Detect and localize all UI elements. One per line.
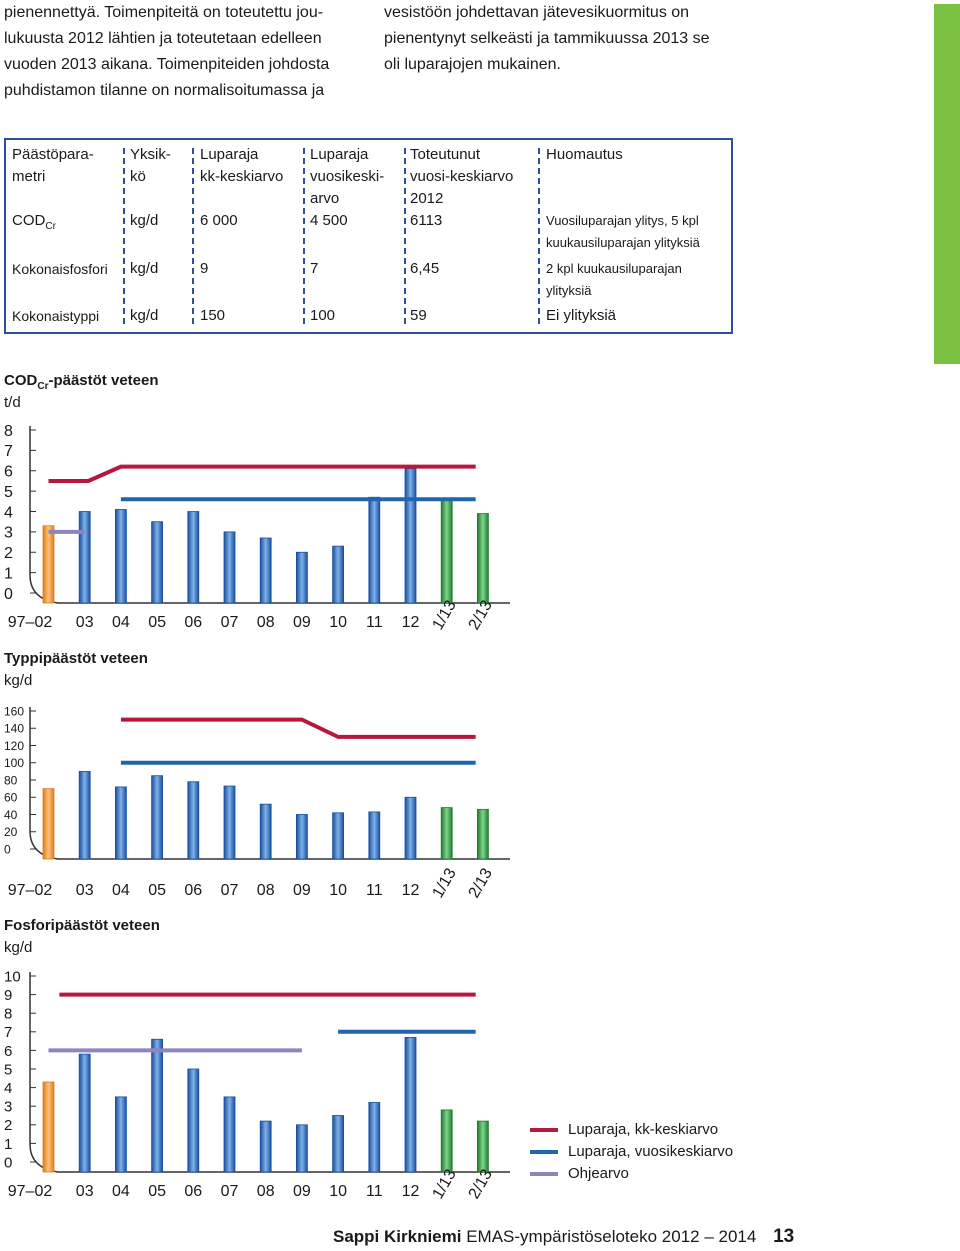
intro-text-right <box>384 0 744 78</box>
x-tick-label: 05 <box>148 882 166 899</box>
y-tick-label: 4 <box>4 504 13 522</box>
table-header-cell: Huomautus <box>546 146 623 163</box>
page-footer <box>333 1226 794 1248</box>
bar-11 <box>369 812 380 859</box>
x-tick-label: 05 <box>148 1183 166 1200</box>
bar-2/13 <box>477 809 488 859</box>
bar-10 <box>333 813 344 859</box>
x-tick-label: 97–02 <box>7 882 53 899</box>
x-tick-label: 1/13 <box>429 865 460 901</box>
bar-12 <box>405 797 416 859</box>
bar-11 <box>369 1102 380 1172</box>
x-tick-label: 11 <box>365 1183 383 1200</box>
chart-title-text: COD <box>4 372 38 389</box>
bar-07 <box>224 1097 235 1172</box>
intro-paragraph-right: vesistöön johdettavan jätevesikuormitus on pienentynyt selkeästi ja tammikuussa 2013 se oli luparajojen mukainen. <box>384 4 710 73</box>
table-cell-parameter <box>12 258 108 280</box>
table-cell-parameter <box>12 210 56 238</box>
bar-03 <box>79 771 90 859</box>
table-cell-actual: 6,45 <box>410 260 440 277</box>
y-tick-label: 6 <box>4 1042 13 1060</box>
page-number: 13 <box>773 1226 795 1247</box>
table-column-separator <box>404 148 406 324</box>
x-tick-label: 07 <box>220 882 239 899</box>
table-cell-annual: 100 <box>310 307 336 324</box>
x-tick-label: 04 <box>112 614 130 631</box>
bar-04 <box>115 1097 126 1172</box>
table-column-separator <box>538 148 540 324</box>
bar-05 <box>152 1039 163 1172</box>
bar-08 <box>260 1121 271 1172</box>
x-tick-label: 08 <box>256 882 275 899</box>
legend-line-swatch <box>530 1150 558 1154</box>
bar-09 <box>296 1125 307 1172</box>
bar-12 <box>405 1037 416 1172</box>
bar-97–02 <box>43 1082 54 1172</box>
table-header-cell: Luparaja vuosikeski- arvo <box>310 146 385 207</box>
chart-title-subscript: Cr <box>37 381 49 392</box>
x-tick-label: 10 <box>329 614 347 631</box>
bar-2/13 <box>477 1121 488 1172</box>
bar-2/13 <box>477 514 488 603</box>
y-tick-label: 8 <box>4 422 13 440</box>
table-cell-monthly: 9 <box>200 260 209 277</box>
table-cell-unit: kg/d <box>130 260 159 277</box>
bar-03 <box>79 1054 90 1172</box>
table-cell-annual: 7 <box>310 260 319 277</box>
intro-paragraph-left: pienennettyä. Toimenpiteitä on toteutettu jou- lukuusta 2012 lähtien ja toteutetaan edelleen vuoden 2013 aikana. Toimenpiteiden johdosta puhdistamon tilanne on normalisoitumassa ja <box>4 4 330 99</box>
x-tick-label: 1/13 <box>429 597 460 633</box>
chart-title-text: Fosforipäästöt veteen <box>4 917 160 934</box>
y-tick-label: 40 <box>4 807 18 822</box>
y-tick-label: 5 <box>4 483 13 501</box>
bar-09 <box>296 552 307 603</box>
x-tick-label: 09 <box>293 1183 311 1200</box>
chart-title-text: Typpipäästöt veteen <box>4 650 148 667</box>
bar-08 <box>260 804 271 859</box>
legend-item <box>530 1119 733 1141</box>
bar-97–02 <box>43 526 54 603</box>
table-cell-actual: 6113 <box>410 212 443 229</box>
legend-label: Luparaja, vuosikeskiarvo <box>568 1143 734 1160</box>
table-cell-monthly: 150 <box>200 307 226 324</box>
x-tick-label: 04 <box>112 882 130 899</box>
table-cell-parameter <box>12 305 99 327</box>
x-tick-label: 08 <box>256 1183 275 1200</box>
x-tick-label: 2/13 <box>465 1166 496 1202</box>
bar-10 <box>333 546 344 603</box>
y-tick-label: 6 <box>4 463 13 481</box>
y-tick-label: 0 <box>4 585 13 603</box>
intro-text-left <box>4 0 364 104</box>
table-cell-note: Ei ylityksiä <box>546 307 617 324</box>
table-column-separator <box>303 148 305 324</box>
y-tick-label: 8 <box>4 1005 13 1023</box>
y-tick-label: 60 <box>4 790 18 805</box>
y-tick-label: 2 <box>4 545 13 563</box>
x-tick-label: 11 <box>365 882 383 899</box>
x-tick-label: 09 <box>293 882 311 899</box>
y-tick-label: 1 <box>4 565 13 583</box>
table-cell-actual: 59 <box>410 307 427 324</box>
bar-09 <box>296 815 307 860</box>
x-tick-label: 04 <box>112 1183 130 1200</box>
table-cell-note: 2 kpl kuukausiluparajan ylityksiä <box>546 261 682 298</box>
x-tick-label: 09 <box>293 614 311 631</box>
green-side-bar <box>934 4 960 364</box>
x-tick-label: 10 <box>329 1183 347 1200</box>
legend-item <box>530 1141 733 1163</box>
y-tick-label: 140 <box>4 721 25 736</box>
footer-brand: Sappi Kirkniemi <box>333 1227 462 1246</box>
x-tick-label: 12 <box>401 882 420 899</box>
x-tick-label: 1/13 <box>429 1166 460 1202</box>
y-tick-label: 1 <box>4 1135 13 1153</box>
x-tick-label: 07 <box>220 1183 239 1200</box>
chart-unit-label: t/d <box>4 394 21 411</box>
bar-10 <box>333 1116 344 1173</box>
x-tick-label: 2/13 <box>465 597 496 633</box>
limit-line <box>121 720 476 737</box>
chart-unit-label: kg/d <box>4 672 33 689</box>
legend-item <box>530 1163 733 1185</box>
x-tick-label: 06 <box>184 1183 203 1200</box>
x-tick-label: 11 <box>365 614 383 631</box>
y-tick-label: 160 <box>4 704 25 719</box>
bar-1/13 <box>441 499 452 603</box>
y-tick-label: 100 <box>4 756 25 771</box>
table-cell-note: Vuosiluparajan ylitys, 5 kpl kuukausiluparajan ylityksiä <box>546 213 700 250</box>
table-header-cell: Yksik- kö <box>130 146 171 185</box>
bar-11 <box>369 497 380 603</box>
y-tick-label: 0 <box>4 842 11 857</box>
bar-06 <box>188 512 199 604</box>
chart-title-suffix: -päästöt veteen <box>48 372 159 389</box>
y-tick-label: 7 <box>4 443 13 461</box>
table-cell-monthly: 6 000 <box>200 212 238 229</box>
bar-06 <box>188 782 199 859</box>
x-tick-label: 10 <box>329 882 347 899</box>
chart-1 <box>0 368 520 667</box>
x-tick-label: 03 <box>75 614 94 631</box>
legend-line-swatch <box>530 1172 558 1176</box>
bar-97–02 <box>43 789 54 859</box>
bar-12 <box>405 469 416 603</box>
x-tick-label: 03 <box>75 1183 94 1200</box>
bar-08 <box>260 538 271 603</box>
x-tick-label: 97–02 <box>7 1183 53 1200</box>
y-tick-label: 7 <box>4 1024 13 1042</box>
x-tick-label: 97–02 <box>7 614 53 631</box>
table-cell-unit: kg/d <box>130 307 159 324</box>
bar-1/13 <box>441 808 452 859</box>
chart-legend <box>530 1119 733 1185</box>
y-tick-label: 3 <box>4 524 13 542</box>
table-header-cell: Päästöpara- metri <box>12 146 94 185</box>
table-cell-unit: kg/d <box>130 212 159 229</box>
parameter-name: COD <box>12 212 46 229</box>
chart-2 <box>0 648 520 935</box>
table-column-separator <box>192 148 194 324</box>
x-tick-label: 05 <box>148 614 166 631</box>
bar-03 <box>79 512 90 604</box>
legend-label: Luparaja, kk-keskiarvo <box>568 1121 719 1138</box>
x-tick-label: 12 <box>401 1183 420 1200</box>
table-cell-annual: 4 500 <box>310 212 348 229</box>
emission-limits-table <box>4 138 733 334</box>
y-tick-label: 2 <box>4 1117 13 1135</box>
bar-07 <box>224 532 235 603</box>
table-header-cell: Luparaja kk-keskiarvo <box>200 146 284 185</box>
y-tick-label: 3 <box>4 1098 13 1116</box>
y-tick-label: 4 <box>4 1080 13 1097</box>
parameter-name: Kokonaistyppi <box>12 308 100 324</box>
x-tick-label: 06 <box>184 614 203 631</box>
bar-07 <box>224 786 235 859</box>
x-tick-label: 08 <box>256 614 275 631</box>
footer-document: EMAS-ympäristöseloteko 2012 – 2014 <box>466 1227 757 1246</box>
x-tick-label: 2/13 <box>465 865 496 901</box>
x-tick-label: 12 <box>401 614 420 631</box>
bar-04 <box>115 509 126 603</box>
parameter-name: Kokonaisfosfori <box>12 261 108 277</box>
bar-05 <box>152 776 163 859</box>
bar-05 <box>152 522 163 603</box>
bar-04 <box>115 787 126 859</box>
y-tick-label: 80 <box>4 773 18 788</box>
chart-unit-label: kg/d <box>4 939 33 956</box>
bar-06 <box>188 1069 199 1172</box>
y-tick-label: 5 <box>4 1061 13 1079</box>
legend-line-swatch <box>530 1128 558 1132</box>
bar-1/13 <box>441 1110 452 1172</box>
y-tick-label: 9 <box>4 987 13 1004</box>
parameter-subscript: Cr <box>45 221 56 232</box>
table-column-separator <box>123 148 125 324</box>
y-tick-label: 120 <box>4 738 25 753</box>
chart-3 <box>0 915 520 1236</box>
y-tick-label: 20 <box>4 825 18 840</box>
x-tick-label: 06 <box>184 882 203 899</box>
table-header-cell: Toteutunut vuosi-keskiarvo 2012 <box>410 146 514 207</box>
y-tick-label: 0 <box>4 1154 13 1172</box>
y-tick-label: 10 <box>4 968 21 986</box>
legend-label: Ohjearvo <box>568 1165 629 1182</box>
x-tick-label: 03 <box>75 882 94 899</box>
x-tick-label: 07 <box>220 614 239 631</box>
